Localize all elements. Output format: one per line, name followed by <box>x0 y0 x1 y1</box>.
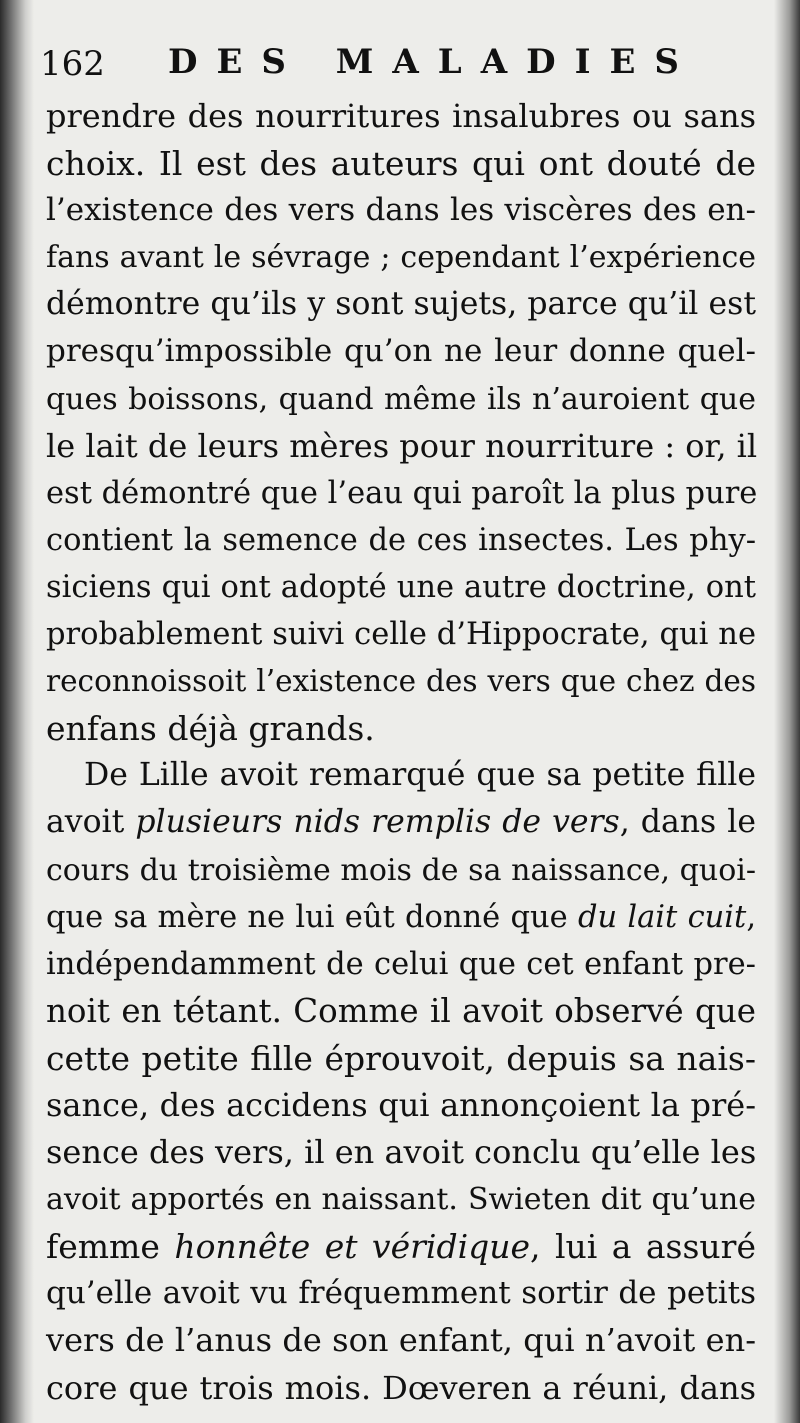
text-line: prendre des nourritures insalubres ou sans <box>46 97 756 135</box>
page-edge-shadow <box>774 0 800 1423</box>
italic-phrase: honnête et véridique <box>174 1227 531 1267</box>
text-line: ques boissons, quand même ils n’auroient que <box>46 381 756 417</box>
text-line: femme honnête et véridique, lui a assuré <box>46 1227 756 1267</box>
text-line: vers de l’anus de son enfant, qui n’avoit en- <box>46 1321 756 1360</box>
italic-phrase: plusieurs nids remplis de vers <box>135 804 620 841</box>
page-number: 162 <box>40 44 105 84</box>
text-line: noit en tétant. Comme il avoit observé que <box>46 991 756 1030</box>
text-line: que sa mère ne lui eût donné que du lait cuit, <box>46 899 757 935</box>
text-line: qu’elle avoit vu fréquemment sortir de petits <box>46 1275 756 1312</box>
text-line: le lait de leurs mères pour nourriture : or, il <box>46 426 758 465</box>
running-head: DES MALADIES <box>168 42 698 82</box>
text-line: cette petite fille éprouvoit, depuis sa nais- <box>46 1038 756 1078</box>
text-line: contient la semence de ces insectes. Les phy- <box>46 522 756 558</box>
text-line: siciens qui ont adopté une autre doctrine, ont <box>46 569 756 605</box>
body-text <box>46 93 756 1412</box>
text-line: cours du troisième mois de sa naissance, quoi- <box>46 852 756 888</box>
text-line: reconnoissoit l’existence des vers que chez des <box>46 664 756 699</box>
text-line: De Lille avoit remarqué que sa petite fille <box>84 757 756 794</box>
text-line: avoit apportés en naissant. Swieten dit qu’une <box>46 1182 756 1218</box>
text-line: presqu’impossible qu’on ne leur donne quel- <box>46 333 756 370</box>
text-line: fans avant le sévrage ; cependant l’expérience <box>46 240 756 276</box>
italic-phrase: du lait cuit <box>577 899 747 935</box>
text-line: sence des vers, il en avoit conclu qu’elle les <box>46 1133 757 1172</box>
text-line: l’existence des vers dans les viscères des en- <box>46 192 756 229</box>
text-line: sance, des accidens qui annonçoient la pré- <box>46 1085 756 1124</box>
page-header <box>40 38 760 86</box>
text-line: probablement suivi celle d’Hippocrate, qui ne <box>46 617 756 653</box>
text-line: choix. Il est des auteurs qui ont douté de <box>46 144 756 184</box>
text-line: démontre qu’ils y sont sujets, parce qu’il est <box>46 286 756 323</box>
page-gutter-shadow <box>0 0 34 1423</box>
text-line: avoit plusieurs nids remplis de vers, dans le <box>46 804 756 841</box>
text-line: core que trois mois. Dœveren a réuni, dans <box>46 1368 756 1407</box>
text-line: indépendamment de celui que cet enfant pre- <box>46 946 756 982</box>
text-line: enfans déjà grands. <box>46 709 375 749</box>
text-line: est démontré que l’eau qui paroît la plus pure <box>46 475 758 511</box>
